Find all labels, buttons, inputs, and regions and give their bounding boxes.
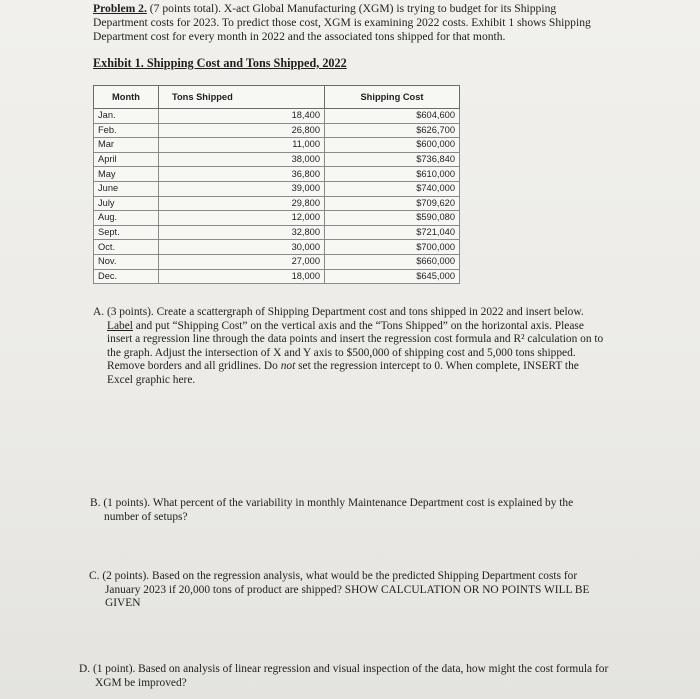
- cell-tons-shipped: 18,400: [159, 109, 325, 124]
- question-c-text: (2 points). Based on the regression analysis, what would be the predicted Shipping Department costs for January 2023 if 20,000 tons of product are shipped? SHOW CALCULATION OR NO POINTS WILL BE GIVEN: [102, 570, 590, 610]
- table-row: [94, 269, 460, 284]
- cell-tons-shipped: 27,000: [159, 254, 325, 269]
- cell-tons-shipped: 36,800: [159, 167, 325, 182]
- question-b-prefix: B.: [90, 497, 101, 509]
- cell-shipping-cost: $660,000: [325, 254, 460, 269]
- cell-shipping-cost: $709,620: [325, 196, 460, 211]
- cell-month: June: [94, 181, 159, 196]
- question-c: [89, 570, 609, 611]
- table-row: [94, 138, 460, 153]
- cell-month: Nov.: [94, 254, 159, 269]
- table-row: [94, 196, 460, 211]
- question-b-text: (1 points). What percent of the variability in monthly Maintenance Department cost is explained by the number of setups?: [103, 497, 574, 523]
- cell-shipping-cost: $590,080: [325, 211, 460, 226]
- cell-month: Dec.: [94, 269, 159, 284]
- exhibit-body: [94, 109, 460, 284]
- table-row: [94, 181, 460, 196]
- header-shipping-cost: Shipping Cost: [325, 86, 460, 109]
- cell-shipping-cost: $600,000: [325, 138, 460, 153]
- exhibit-title: Exhibit 1. Shipping Cost and Tons Shipped, 2022: [93, 56, 347, 70]
- cell-month: Oct.: [94, 240, 159, 255]
- header-month: Month: [94, 86, 159, 109]
- cell-month: Sept.: [94, 225, 159, 240]
- cell-month: May: [94, 167, 159, 182]
- question-a-text-2: and put “Shipping Cost” on the vertical axis and the “Tons Shipped” on the horizontal axis. Please insert a regression line through the data points and insert the regression cost formula and R² calculation on to the graph. Adjust the intersection of X and Y axis to $500,000 of shipping cost and 5,000 tons shipped. Remove borders and all gridlines. Do: [107, 319, 604, 373]
- exhibit-table: [93, 85, 460, 284]
- cell-shipping-cost: $740,000: [325, 181, 460, 196]
- table-row: [94, 152, 460, 167]
- table-row: [94, 240, 460, 255]
- question-d: [79, 663, 619, 690]
- header-tons-shipped: Tons Shipped: [159, 86, 325, 109]
- cell-month: Mar: [94, 138, 159, 153]
- cell-tons-shipped: 29,800: [159, 196, 325, 211]
- cell-month: Aug.: [94, 211, 159, 226]
- exhibit-header-row: [94, 86, 460, 109]
- problem-intro: [93, 2, 593, 43]
- cell-shipping-cost: $700,000: [325, 240, 460, 255]
- question-a: [93, 306, 605, 388]
- question-b: [90, 497, 610, 524]
- cell-shipping-cost: $736,840: [325, 152, 460, 167]
- cell-tons-shipped: 18,000: [159, 269, 325, 284]
- cell-shipping-cost: $645,000: [325, 269, 460, 284]
- cell-tons-shipped: 12,000: [159, 211, 325, 226]
- table-row: [94, 225, 460, 240]
- table-row: [94, 254, 460, 269]
- cell-month: April: [94, 152, 159, 167]
- cell-tons-shipped: 39,000: [159, 181, 325, 196]
- question-a-text-1: Create a scattergraph of Shipping Department cost and tons shipped in 2022 and insert below.: [156, 306, 584, 318]
- table-row: [94, 211, 460, 226]
- cell-tons-shipped: 11,000: [159, 138, 325, 153]
- cell-month: Jan.: [94, 109, 159, 124]
- cell-shipping-cost: $610,000: [325, 167, 460, 182]
- question-d-prefix: D.: [79, 663, 91, 675]
- table-row: [94, 123, 460, 138]
- problem-intro-text: (7 points total). X-act Global Manufacturing (XGM) is trying to budget for its Shipping Department costs for 2023. To predict those cost, XGM is examining 2022 costs. Exhibit 1 shows Shipping Department cost for every month in 2022 and the associated tons shipped for that month.: [93, 2, 591, 43]
- question-a-points: (3 points).: [106, 306, 154, 318]
- cell-tons-shipped: 26,800: [159, 123, 325, 138]
- cell-shipping-cost: $604,600: [325, 109, 460, 124]
- cell-shipping-cost: $721,040: [325, 225, 460, 240]
- question-a-label-word: Label: [107, 319, 133, 332]
- table-row: [94, 167, 460, 182]
- cell-month: Feb.: [94, 123, 159, 138]
- question-c-prefix: C.: [89, 570, 100, 582]
- question-a-not-word: not: [280, 360, 296, 373]
- table-row: [94, 109, 460, 124]
- cell-tons-shipped: 38,000: [159, 152, 325, 167]
- question-a-text-3: set the regression intercept to 0. When complete, INSERT the Excel graphic here.: [107, 360, 579, 386]
- problem-label: Problem 2.: [93, 2, 147, 15]
- question-a-prefix: A.: [93, 306, 105, 318]
- cell-month: July: [94, 196, 159, 211]
- cell-tons-shipped: 32,800: [159, 225, 325, 240]
- cell-tons-shipped: 30,000: [159, 240, 325, 255]
- question-d-text: (1 point). Based on analysis of linear regression and visual inspection of the data, how might the cost formula for XGM be improved?: [92, 663, 609, 689]
- cell-shipping-cost: $626,700: [325, 123, 460, 138]
